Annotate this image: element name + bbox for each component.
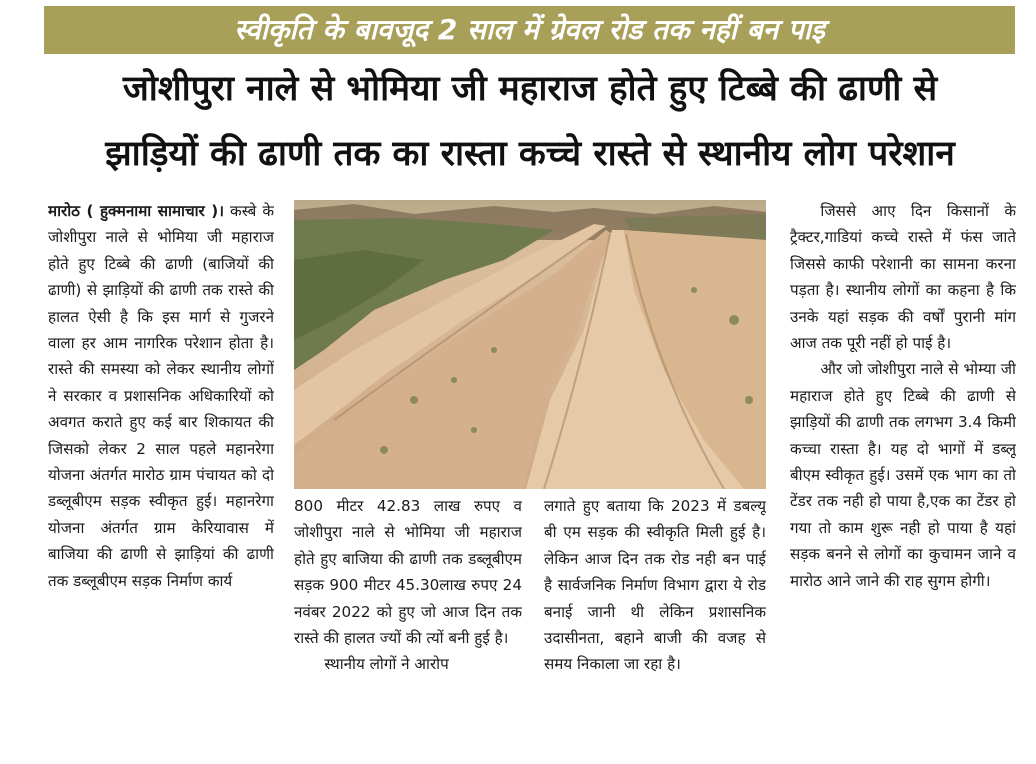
dateline: मारोठ ( हुक्मनामा सामाचार )। xyxy=(48,202,224,220)
column-4-paragraph-2: और जो जोशीपुरा नाले से भोम्या जी महाराज होते हुए टिब्बे की ढाणी से झाड़ियों की ढाणी तक लगभग 3.4 किमी कच्चा रास्ता है। यह दो भागों में डब्लू बीएम स्वीकृत हुई। उसमें एक भाग का तो टेंडर तक नही हो पाया है,एक का टेंडर हो गया तो काम शुरू नही हो पाया है यहां सड़क बनने से लोगों का कुचामन जाने व मारोठ आने जाने की राह सुगम होगी। xyxy=(790,360,1016,590)
column-4-paragraph-1: जिससे आए दिन किसानों के ट्रैक्टर,गाडियां कच्चे रास्ते में फंस जाते जिससे काफी परेशानी का सामना करना पड़ता है। स्थानीय लोगों का कहना है कि उनके यहां सड़क की वर्षों पुरानी मांग आज तक पूरी नहीं हो पाई है। xyxy=(790,202,1016,353)
kicker-banner: स्वीकृति के बावजूद 2 साल में ग्रेवल रोड तक नहीं बन पाइ xyxy=(44,6,1015,54)
column-2-text-continued: स्थानीय लोगों ने आरोप xyxy=(324,655,449,674)
article-column-3 xyxy=(544,493,766,753)
column-3-text: लगाते हुए बताया कि 2023 में डबल्यू बी एम सड़क की स्वीकृति मिली हुई है। लेकिन आज दिन तक रोड नही बन पाई है सार्वजनिक निर्माण विभाग द्वारा ये रोड बनाई जानी थी लेकिन प्रशासनिक उदासीनता, बहाने बाजी की वजह से समय निकाला जा रहा है। xyxy=(544,497,766,674)
road-photo xyxy=(294,200,766,489)
headline-line-1: जोशीपुरा नाले से भोमिया जी महाराज होते हुए टिब्बे की ढाणी से xyxy=(122,69,938,109)
column-2-text: 800 मीटर 42.83 लाख रुपए व जोशीपुरा नाले से भोमिया जी महाराज होते हुए बाजिया की ढाणी तक डब्लूबीएम सड़क 900 मीटर 45.30लाख रुपए 24 नवंबर 2022 को हुए जो आज दिन तक रास्ते की हालत ज्यों की त्यों बनी हुई है। xyxy=(294,497,522,648)
article-column-4 xyxy=(790,198,1016,748)
headline-line-2: झाड़ियों की ढाणी तक का रास्ता कच्चे रास्ते से स्थानीय लोग परेशान xyxy=(105,134,955,174)
article-column-2 xyxy=(294,493,522,753)
column-1-text: कस्बे के जोशीपुरा नाले से भोमिया जी महाराज होते हुए टिब्बे की ढाणी (बाजियों की ढाणी) से झाड़ियों की ढाणी तक रास्ते की हालत ऐसी है कि इस मार्ग से गुजरने वाला हर आम नागरिक परेशान होता है। रास्ते की समस्या को लेकर स्थानीय लोगों ने सरकार व प्रशासनिक अधिकारियों को अवगत कराते हुए कई बार शिकायत की जिसको लेकर 2 साल पहले महानरेगा योजना अंतर्गत मारोठ ग्राम पंचायत को दो डब्लूबीएम सड़क स्वीकृत हुई। महानरेगा योजना अंतर्गत ग्राम केरियावास में बाजिया की ढाणी से झाड़ियां की ढाणी तक डब्लूबीएम सड़क निर्माण कार्य xyxy=(48,202,274,590)
article-column-1 xyxy=(48,198,274,748)
